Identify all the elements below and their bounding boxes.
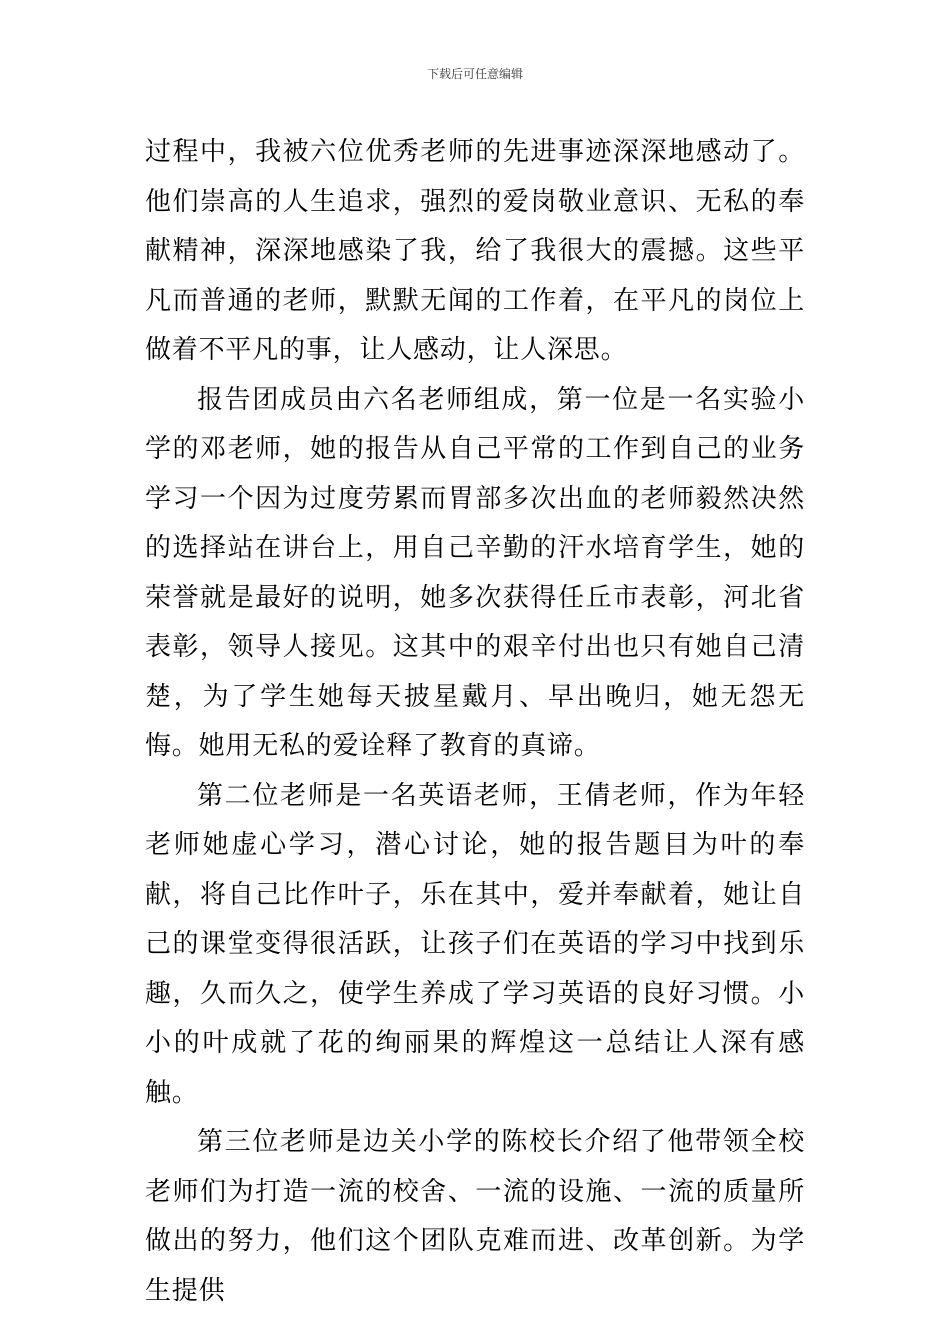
paragraph-first-teacher: 报告团成员由六名老师组成，第一位是一名实验小学的邓老师，她的报告从自己平常的工作到自己的业务学习一个因为过度劳累而胃部多次出血的老师毅然决然的选择站在讲台上，用自己辛勤的汗水培育学生，她的荣誉就是最好的说明，她多次获得任丘市表彰，河北省表彰，领导人接见。这其中的艰辛付出也只有她自己清楚，为了学生她每天披星戴月、早出晚归，她无怨无悔。她用无私的爱诠释了教育的真谛。 xyxy=(145,384,805,761)
paragraph-second-teacher: 第二位老师是一名英语老师，王倩老师，作为年轻老师她虚心学习，潜心讨论，她的报告题目为叶的奉献，将自己比作叶子，乐在其中，爱并奉献着，她让自己的课堂变得很活跃，让孩子们在英语的学习中找到乐趣，久而久之，使学生养成了学习英语的良好习惯。小小的叶成就了花的绚丽果的辉煌这一总结让人深有感触。 xyxy=(145,780,805,1108)
page-header: 下载后可任意编辑 xyxy=(426,67,523,81)
paragraph-third-teacher: 第三位老师是边关小学的陈校长介绍了他带领全校老师们为打造一流的校舍、一流的设施、一流的质量所做出的努力，他们这个团队克难而进、改革创新。为学生提供 xyxy=(145,1127,805,1306)
paragraph-continuation: 过程中，我被六位优秀老师的先进事迹深深地感动了。他们崇高的人生追求，强烈的爱岗敬业意识、无私的奉献精神，深深地感染了我，给了我很大的震撼。这些平凡而普通的老师，默默无闻的工作着，在平凡的岗位上做着不平凡的事，让人感动，让人深思。 xyxy=(145,137,805,365)
document-body xyxy=(145,128,805,1316)
